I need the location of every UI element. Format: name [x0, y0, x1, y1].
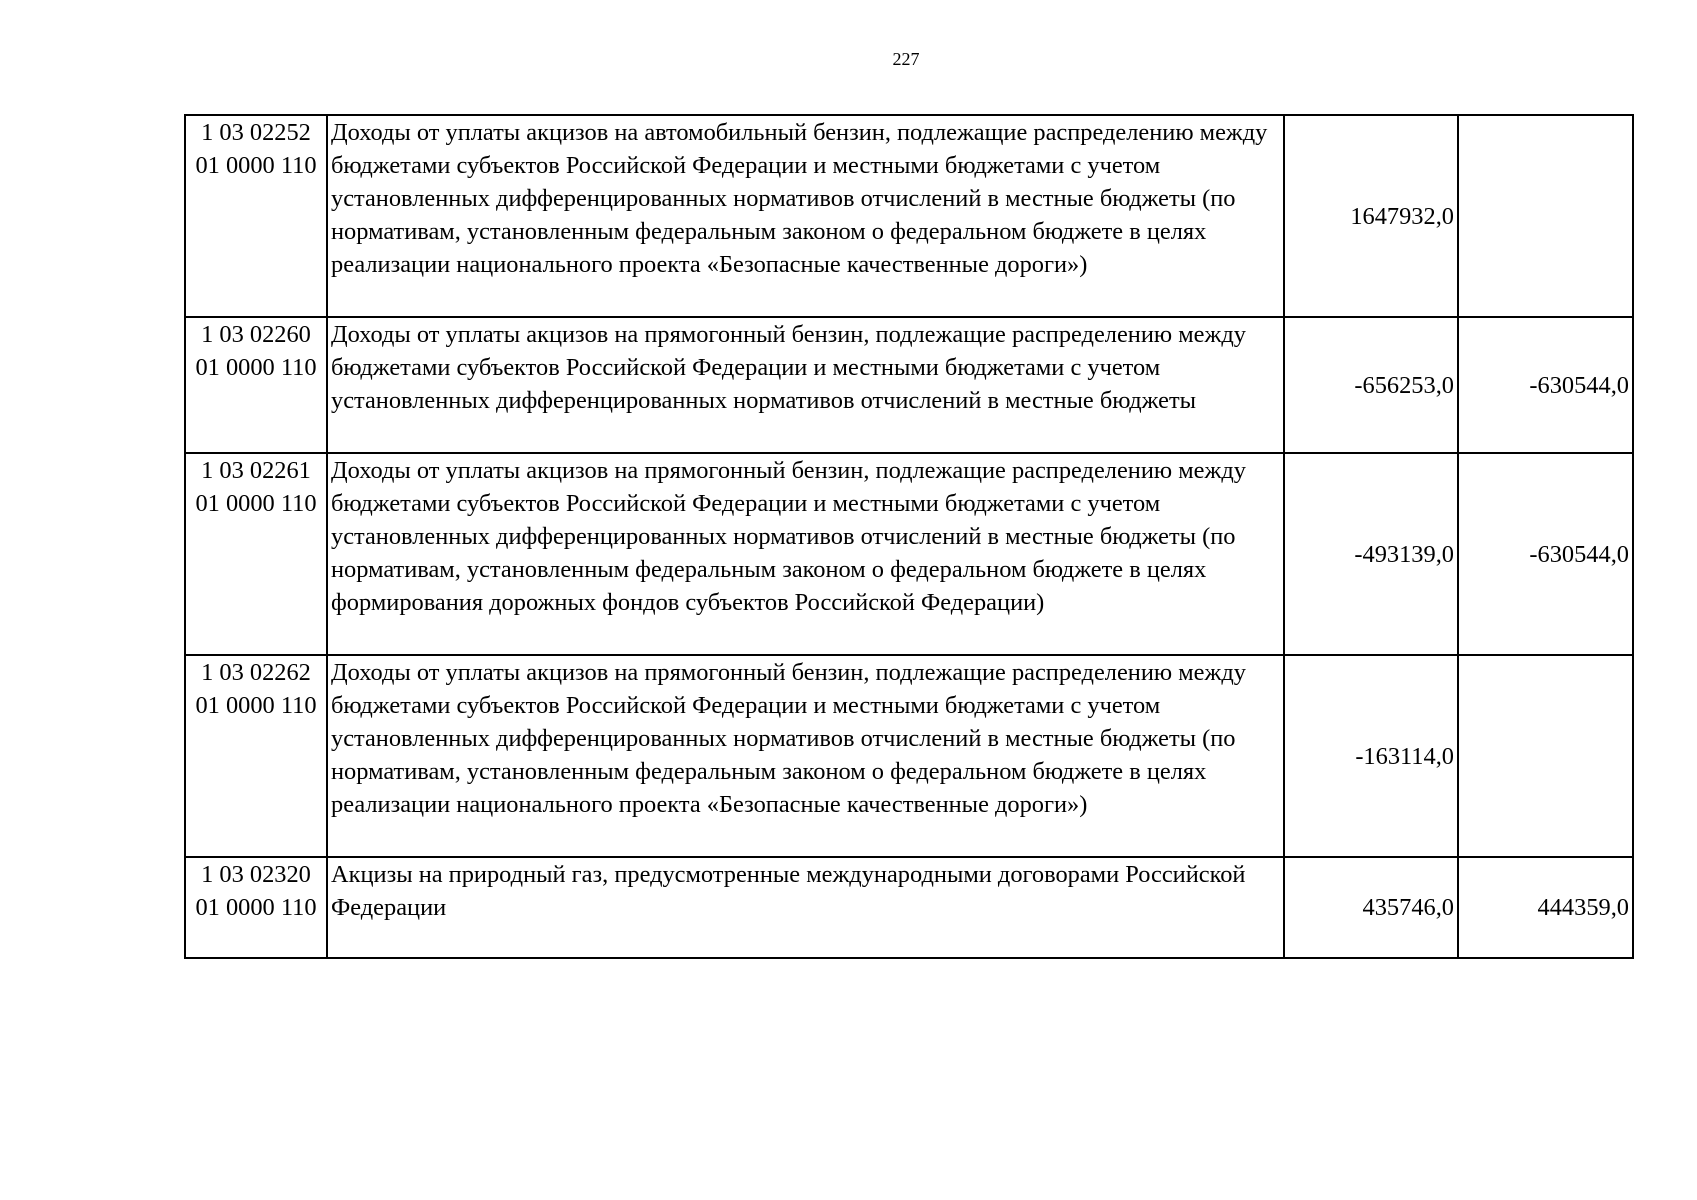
amount-cell-2	[1458, 655, 1633, 857]
revenue-code-line2: 01 0000 110	[195, 692, 317, 719]
revenue-code-cell	[185, 857, 327, 958]
revenue-code-cell	[185, 115, 327, 317]
amount-cell-1: -493139,0	[1284, 453, 1458, 655]
revenue-code-line2: 01 0000 110	[195, 490, 317, 517]
amount-cell-2: 444359,0	[1458, 857, 1633, 958]
amount-cell-1: 435746,0	[1284, 857, 1458, 958]
amount-cell-2	[1458, 115, 1633, 317]
revenue-code-line2: 01 0000 110	[195, 354, 317, 381]
revenue-code-line2: 01 0000 110	[195, 152, 317, 179]
amount-cell-1: 1647932,0	[1284, 115, 1458, 317]
revenue-name-cell: Акцизы на природный газ, предусмотренные международными договорами Российской Федерации	[327, 857, 1284, 958]
revenue-code-cell	[185, 453, 327, 655]
table-row	[185, 317, 1633, 453]
table-row	[185, 453, 1633, 655]
amount-cell-2: -630544,0	[1458, 453, 1633, 655]
revenue-code-line1: 1 03 02252	[201, 119, 311, 146]
revenue-code-line2: 01 0000 110	[195, 894, 317, 921]
revenue-code-line1: 1 03 02260	[201, 321, 311, 348]
revenue-name-cell: Доходы от уплаты акцизов на прямогонный бензин, подлежащие распределению между бюджетами субъектов Российской Федерации и местными бюджетами с учетом установленных дифференцированных нормативов отчислений в местные бюджеты	[327, 317, 1284, 453]
amount-cell-2: -630544,0	[1458, 317, 1633, 453]
revenue-name-cell: Доходы от уплаты акцизов на автомобильный бензин, подлежащие распределению между бюджетами субъектов Российской Федерации и местными бюджетами с учетом установленных дифференцированных нормативов отчислений в местные бюджеты (по нормативам, установленным федеральным законом о федеральном бюджете в целях реализации национального проекта «Безопасные качественные дороги»)	[327, 115, 1284, 317]
table-row	[185, 857, 1633, 958]
revenue-code-cell	[185, 655, 327, 857]
revenue-name-cell: Доходы от уплаты акцизов на прямогонный бензин, подлежащие распределению между бюджетами субъектов Российской Федерации и местными бюджетами с учетом установленных дифференцированных нормативов отчислений в местные бюджеты (по нормативам, установленным федеральным законом о федеральном бюджете в целях реализации национального проекта «Безопасные качественные дороги»)	[327, 655, 1284, 857]
revenue-code-line1: 1 03 02261	[201, 457, 311, 484]
revenue-code-line1: 1 03 02320	[201, 861, 311, 888]
revenue-code-cell	[185, 317, 327, 453]
revenue-code-line1: 1 03 02262	[201, 659, 311, 686]
revenue-name-cell: Доходы от уплаты акцизов на прямогонный бензин, подлежащие распределению между бюджетами субъектов Российской Федерации и местными бюджетами с учетом установленных дифференцированных нормативов отчислений в местные бюджеты (по нормативам, установленным федеральным законом о федеральном бюджете в целях формирования дорожных фондов субъектов Российской Федерации)	[327, 453, 1284, 655]
budget-revenue-table	[184, 114, 1634, 959]
table-row	[185, 655, 1633, 857]
amount-cell-1: -656253,0	[1284, 317, 1458, 453]
table-row	[185, 115, 1633, 317]
amount-cell-1: -163114,0	[1284, 655, 1458, 857]
page-number: 227	[892, 49, 920, 69]
